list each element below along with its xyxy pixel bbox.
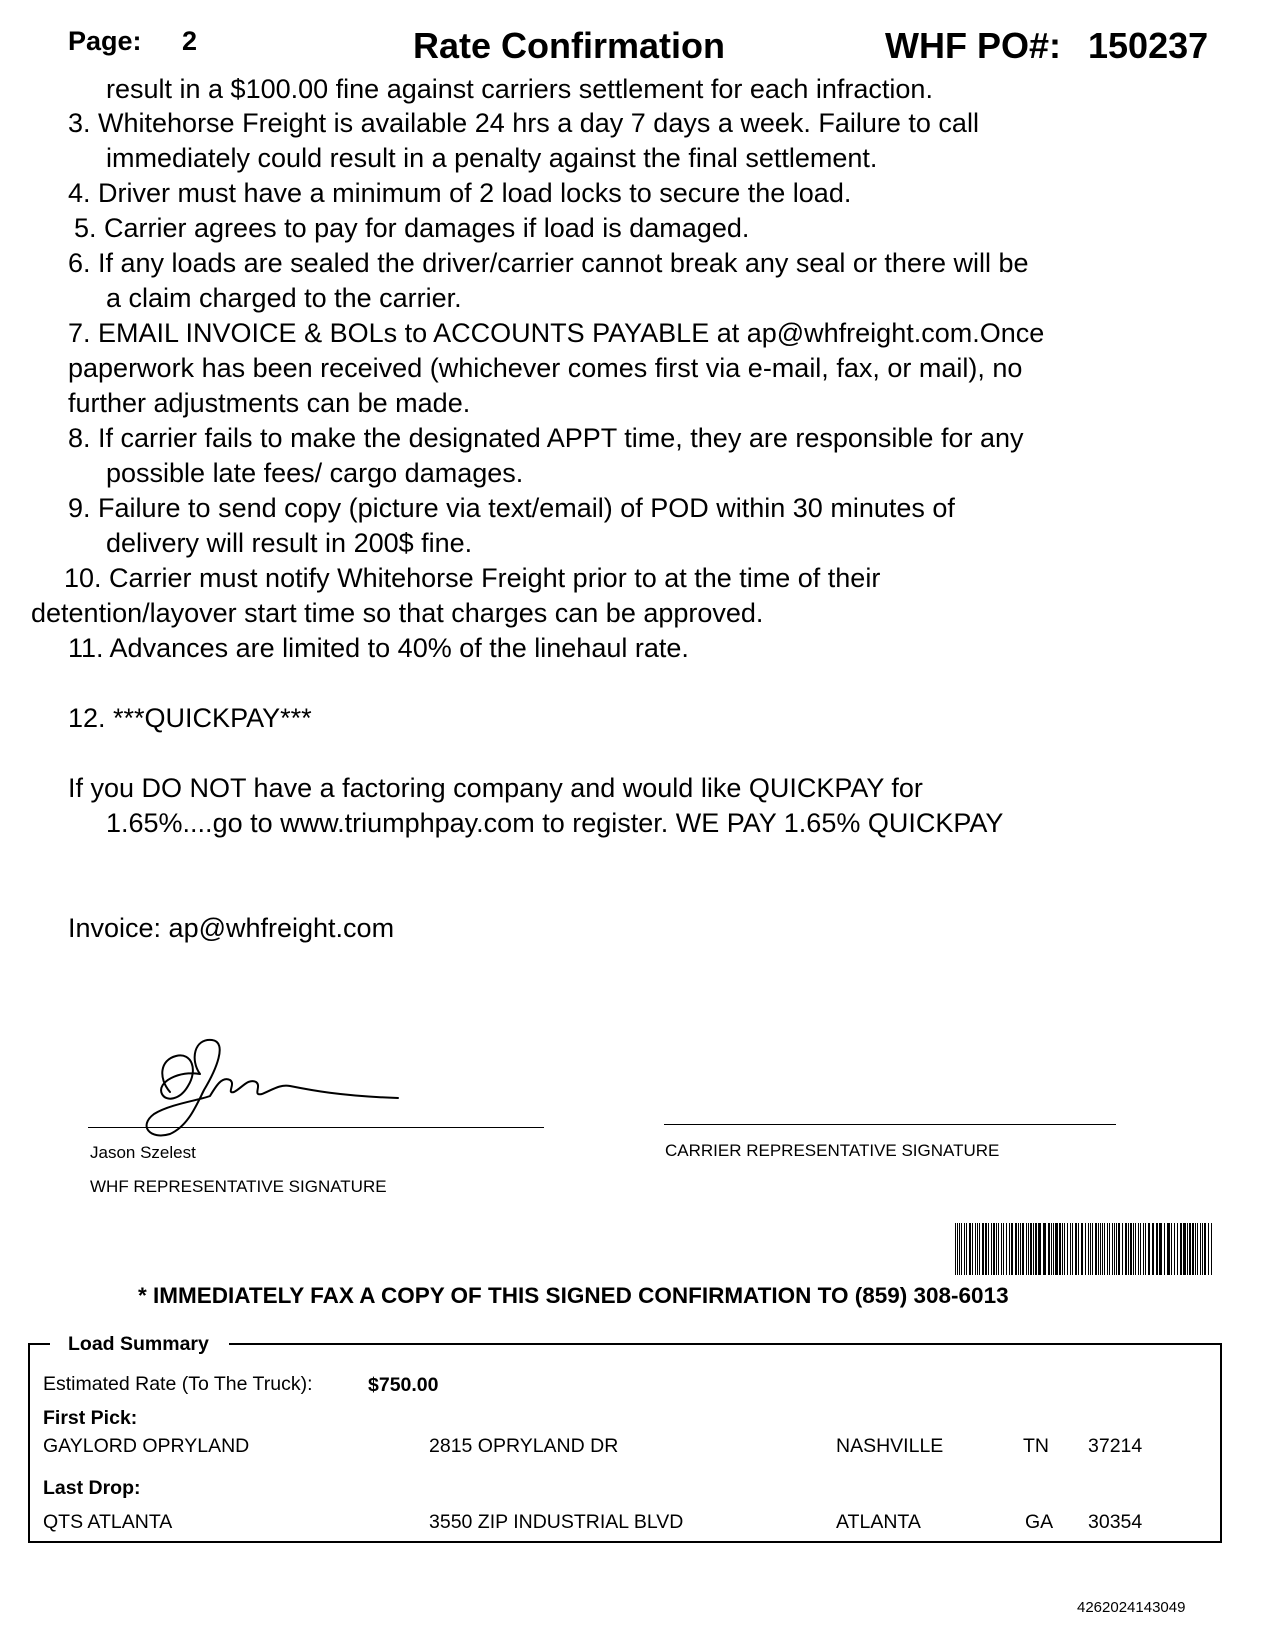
last-drop-label: Last Drop: [43, 1477, 141, 1499]
invoice-email: Invoice: ap@whfreight.com [68, 913, 395, 943]
last-drop-name: QTS ATLANTA [43, 1511, 173, 1533]
first-pick-name: GAYLORD OPRYLAND [43, 1435, 250, 1457]
page-label: Page: [68, 26, 142, 56]
carrier-signature-line[interactable] [664, 1124, 1116, 1125]
document-id: 4262024143049 [1077, 1599, 1186, 1616]
po-number: 150237 [1088, 25, 1209, 66]
first-pick-city: NASHVILLE [836, 1435, 944, 1457]
term-9-line-1: 9. Failure to send copy (picture via text/email) of POD within 30 minutes of [68, 493, 955, 523]
estimated-rate-label: Estimated Rate (To The Truck): [43, 1373, 313, 1395]
barcode [955, 1223, 1215, 1275]
term-6-line-1: 6. If any loads are sealed the driver/carrier cannot break any seal or there will be [68, 248, 1029, 278]
term-3-line-2: immediately could result in a penalty against the final settlement. [106, 143, 878, 173]
fax-notice: * IMMEDIATELY FAX A COPY OF THIS SIGNED CONFIRMATION TO (859) 308-6013 [138, 1283, 1009, 1308]
whf-handwritten-signature [140, 1030, 430, 1140]
page-number: 2 [182, 26, 198, 56]
last-drop-state: GA [1025, 1511, 1054, 1533]
whf-representative-name: Jason Szelest [90, 1143, 196, 1162]
term-9-line-2: delivery will result in 200$ fine. [106, 528, 473, 558]
term-2-continued: result in a $100.00 fine against carriers settlement for each infraction. [106, 74, 933, 104]
last-drop-zip: 30354 [1088, 1511, 1143, 1533]
term-7-line-1: 7. EMAIL INVOICE & BOLs to ACCOUNTS PAYABLE at ap@whfreight.com.Once [68, 318, 1045, 348]
first-pick-label: First Pick: [43, 1407, 138, 1429]
term-11: 11. Advances are limited to 40% of the linehaul rate. [68, 633, 689, 663]
term-6-line-2: a claim charged to the carrier. [106, 283, 462, 313]
term-5: 5. Carrier agrees to pay for damages if load is damaged. [74, 213, 750, 243]
term-7-line-2: paperwork has been received (whichever comes first via e-mail, fax, or mail), no [68, 353, 1023, 383]
first-pick-address: 2815 OPRYLAND DR [429, 1435, 619, 1457]
whf-signature-line [88, 1127, 544, 1128]
page-title: Rate Confirmation [413, 25, 726, 66]
last-drop-city: ATLANTA [836, 1511, 921, 1533]
first-pick-zip: 37214 [1088, 1435, 1143, 1457]
first-pick-state: TN [1023, 1435, 1049, 1457]
term-8-line-2: possible late fees/ cargo damages. [106, 458, 524, 488]
quickpay-line-1: If you DO NOT have a factoring company and would like QUICKPAY for [68, 773, 923, 803]
term-4: 4. Driver must have a minimum of 2 load locks to secure the load. [68, 178, 852, 208]
load-summary-legend: Load Summary [50, 1333, 229, 1356]
load-summary-box [28, 1333, 1222, 1543]
carrier-signature-caption: CARRIER REPRESENTATIVE SIGNATURE [665, 1141, 1000, 1160]
term-7-line-3: further adjustments can be made. [68, 388, 471, 418]
estimated-rate-value: $750.00 [368, 1374, 439, 1396]
whf-signature-caption: WHF REPRESENTATIVE SIGNATURE [90, 1177, 387, 1196]
po-label: WHF PO#: [885, 25, 1061, 66]
quickpay-line-2: 1.65%....go to www.triumphpay.com to register. WE PAY 1.65% QUICKPAY [106, 808, 1004, 838]
term-10-line-2: detention/layover start time so that charges can be approved. [31, 598, 764, 628]
term-3-line-1: 3. Whitehorse Freight is available 24 hrs a day 7 days a week. Failure to call [68, 108, 979, 138]
term-8-line-1: 8. If carrier fails to make the designated APPT time, they are responsible for any [68, 423, 1024, 453]
last-drop-address: 3550 ZIP INDUSTRIAL BLVD [429, 1511, 684, 1533]
term-10-line-1: 10. Carrier must notify Whitehorse Freight prior to at the time of their [64, 563, 881, 593]
term-12: 12. ***QUICKPAY*** [68, 703, 312, 733]
